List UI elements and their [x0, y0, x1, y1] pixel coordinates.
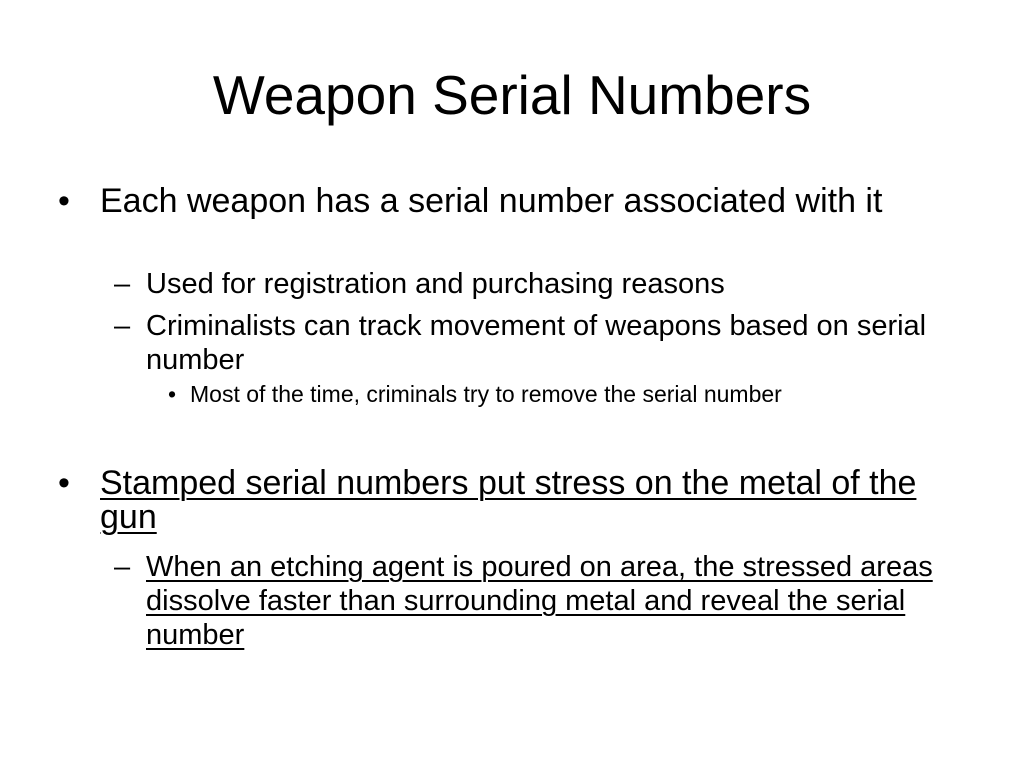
dash-marker: –: [114, 310, 131, 342]
dash-marker: –: [114, 268, 131, 300]
bullet-text: Stamped serial numbers put stress on the metal of the gun: [100, 464, 917, 536]
bullet-item: [58, 182, 930, 220]
bullet-marker: •: [168, 381, 177, 407]
bullet-marker: •: [58, 182, 70, 220]
sub-sub-bullet-item: [168, 380, 970, 408]
slide-title: Weapon Serial Numbers: [212, 64, 812, 126]
bullet-marker: •: [58, 464, 70, 502]
sub-bullet-text: Criminalists can track movement of weapons based on serial number: [146, 310, 927, 376]
sub-sub-bullet-text: Most of the time, criminals try to remove the serial number: [190, 381, 782, 407]
bullet-item: [58, 464, 960, 536]
sub-bullet-text: Used for registration and purchasing reasons: [146, 268, 725, 300]
sub-bullet-text: When an etching agent is poured on area, the stressed areas dissolve faster than surrounding metal and reveal the serial number: [146, 551, 933, 651]
sub-bullet-item: [114, 309, 946, 377]
sub-bullet-item: [114, 267, 946, 301]
dash-marker: –: [114, 551, 131, 583]
bullet-text: Each weapon has a serial number associated with it: [100, 182, 883, 220]
sub-bullet-item: [114, 550, 961, 652]
